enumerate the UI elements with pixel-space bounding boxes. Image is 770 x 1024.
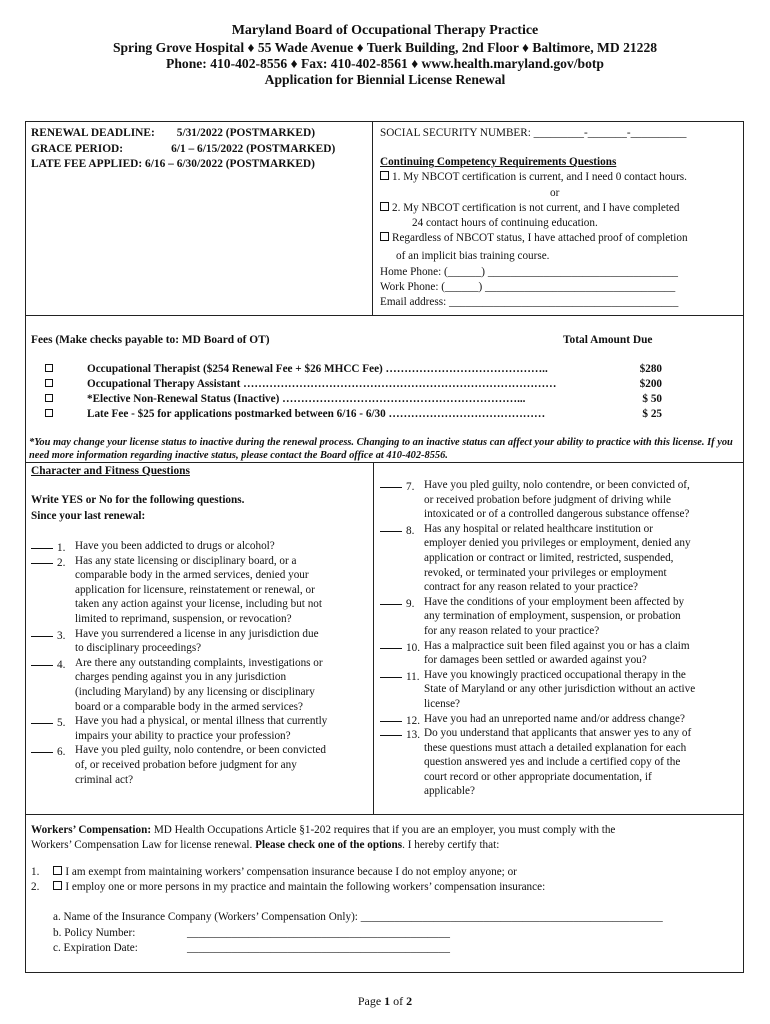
deadlines-block (31, 126, 335, 173)
board-contact: Phone: 410-402-8556 ♦ Fax: 410-402-8561 ♦ www.health.maryland.gov/botp (166, 56, 604, 71)
question-text: Have the conditions of your employment been affected by (424, 595, 685, 608)
or-text: or (550, 186, 560, 199)
document-header (0, 22, 770, 88)
answer-blank[interactable] (380, 712, 402, 722)
answer-blank[interactable] (31, 539, 53, 549)
grace-period-value: 6/1 – 6/15/2022 (POSTMARKED) (171, 142, 336, 155)
question-text: Have you had a physical, or mental illness that currently (75, 715, 328, 728)
section-divider (372, 121, 373, 315)
question-number: 10. (406, 641, 420, 654)
question-text: Have you pled guilty, nolo contendre, or been convicted of, (424, 479, 690, 491)
cc-option-3[interactable]: Regardless of NBCOT status, I have attached proof of completion (380, 231, 740, 246)
question-text: Have you knowingly practiced occupational therapy in the (424, 668, 686, 681)
question-number: 3. (57, 629, 66, 642)
question-text: application for licensure, reinstatement or renewal, or (75, 583, 315, 596)
workers-comp-intro: Workers’ Compensation: MD Health Occupations Article §1-202 requires that if you are an employer, you must comply with the Workers’ Compensation Law for license renewal. Please check one of the options. I hereby certify that: (31, 824, 616, 851)
answer-blank[interactable] (380, 478, 402, 488)
question-item (380, 668, 740, 712)
insurance-company-field[interactable]: a. Name of the Insurance Company (Workers’ Compensation Only): ______________________________________________________ (53, 911, 663, 923)
character-questions-right (380, 478, 740, 799)
question-number: 4. (57, 658, 66, 671)
checkbox[interactable] (380, 202, 389, 211)
form-subtitle: Application for Biennial License Renewal (264, 72, 506, 87)
question-text: for damages been settled or awarded against you? (424, 654, 647, 667)
ssn-field[interactable]: SOCIAL SECURITY NUMBER: _________-_______-__________ (380, 127, 687, 139)
question-text: question answered yes and include a certified copy of the (424, 756, 681, 769)
workers-comp-option-1[interactable]: 1. I am exempt from maintaining workers’ compensation insurance because I do not employ anyone; or (31, 866, 517, 878)
column-divider (373, 462, 374, 814)
expiration-date-field[interactable]: c. Expiration Date: _______________________________________________ (53, 942, 450, 954)
question-text: board or a comparable body in the armed services? (75, 700, 304, 713)
character-title: Character and Fitness Questions (31, 465, 190, 477)
board-title: Maryland Board of Occupational Therapy Practice (231, 23, 539, 38)
question-number: 13. (406, 729, 420, 742)
question-number: 6. (57, 746, 66, 759)
question-text: taken any action against your license, including but not (75, 598, 322, 611)
question-item (380, 639, 740, 668)
checkbox[interactable] (53, 881, 62, 890)
late-fee-label: LATE FEE APPLIED: (31, 158, 143, 170)
question-text: to disciplinary proceedings? (75, 642, 202, 655)
answer-blank[interactable] (380, 639, 402, 649)
question-item (380, 595, 740, 639)
fees-heading: Fees (Make checks payable to: MD Board of OT) (31, 334, 270, 346)
question-text: impairs your ability to practice your profession? (75, 729, 291, 742)
question-text: comparable body in the armed services, denied your (75, 569, 309, 582)
checkbox[interactable] (45, 394, 53, 402)
question-item (380, 478, 740, 522)
question-text: limited to reprimand, suspension, or revocation? (75, 612, 292, 625)
question-item (31, 714, 371, 743)
question-item (31, 554, 371, 627)
question-text: court record or other appropriate documentation, if (424, 770, 652, 783)
character-questions-left (31, 539, 371, 787)
question-text: of, or received probation before judgment for any (75, 758, 297, 771)
home-phone-field[interactable]: Home Phone: (______) __________________________________ (380, 265, 679, 278)
question-text: Have you had an unreported name and/or address change? (424, 712, 685, 725)
question-text: license? (424, 697, 461, 710)
question-number: 1. (57, 542, 66, 554)
answer-blank[interactable] (31, 627, 53, 637)
board-address: Spring Grove Hospital ♦ 55 Wade Avenue ♦ Tuerk Building, 2nd Floor ♦ Baltimore, MD 21228 (112, 40, 658, 55)
cc-option-2[interactable]: 2. My NBCOT certification is not current, and I have completed (380, 201, 740, 216)
question-item (31, 656, 371, 714)
question-text: for any reason related to your practice? (424, 624, 600, 637)
question-number: 9. (406, 597, 415, 610)
question-text: Have you pled guilty, nolo contendre, or been convicted (75, 744, 326, 757)
cc-title: Continuing Competency Requirements Questions (380, 156, 617, 169)
checkbox[interactable] (45, 409, 53, 417)
question-text: employer denied you privileges or employment, denied any (424, 537, 691, 550)
grace-period-label: GRACE PERIOD: (31, 142, 124, 155)
checkbox[interactable] (53, 866, 62, 875)
question-item (31, 627, 371, 656)
cc-option-3-cont: of an implicit bias training course. (396, 250, 550, 263)
email-field[interactable]: Email address: _________________________________________ (380, 296, 679, 309)
question-text: revoked, or terminated your privileges or employment (424, 566, 667, 579)
question-number: 11. (406, 670, 420, 683)
question-text: Has a malpractice suit been filed against you or has a claim (424, 639, 690, 652)
question-text: Has any hospital or related healthcare institution or (424, 522, 653, 535)
question-number: 2. (57, 556, 66, 569)
question-number: 12. (406, 714, 420, 727)
question-text: Has any state licensing or disciplinary board, or a (75, 554, 297, 567)
cc-option-2-cont: 24 contact hours of continuing education. (412, 217, 598, 230)
answer-blank[interactable] (31, 743, 53, 753)
section-divider (25, 462, 744, 463)
question-text: Have you been addicted to drugs or alcohol? (75, 540, 275, 552)
right-panel (380, 126, 740, 310)
question-item (31, 539, 371, 554)
checkbox[interactable] (380, 232, 389, 241)
insurance-fields (53, 910, 743, 957)
question-text: any termination of employment, suspension, or probation (424, 610, 681, 623)
question-number: 7. (406, 481, 415, 493)
renewal-deadline-label: RENEWAL DEADLINE: (31, 127, 155, 139)
late-fee-value: 6/16 – 6/30/2022 (POSTMARKED) (145, 158, 315, 170)
question-text: application or contract or limited, restricted, suspended, (424, 551, 674, 564)
question-text: contract for any reason related to your practice? (424, 581, 639, 594)
question-text: criminal act? (75, 773, 134, 786)
question-item (380, 712, 740, 727)
checkbox[interactable] (380, 171, 389, 180)
question-number: 5. (57, 717, 66, 730)
cc-option-1[interactable]: 1. My NBCOT certification is current, and I need 0 contact hours. (380, 170, 740, 185)
question-text: Do you understand that applicants that answer yes to any of (424, 727, 692, 740)
renewal-deadline-value: 5/31/2022 (POSTMARKED) (176, 127, 316, 139)
answer-blank[interactable] (380, 595, 402, 605)
answer-blank[interactable] (380, 522, 402, 532)
question-number: 8. (406, 524, 415, 537)
checkbox[interactable] (45, 379, 53, 387)
answer-blank[interactable] (380, 726, 402, 736)
workers-comp-option-2[interactable]: 2. I employ one or more persons in my practice and maintain the following workers’ compensation insurance: (31, 881, 546, 893)
question-text: applicable? (424, 785, 475, 798)
checkbox[interactable] (45, 364, 53, 372)
total-amount-heading: Total Amount Due (563, 334, 653, 346)
question-item (31, 743, 371, 787)
question-text: Are there any outstanding complaints, investigations or (75, 656, 323, 669)
question-text: intoxicated or of a controlled dangerous substance offense? (424, 508, 690, 521)
inactive-status-note: *You may change your license status to inactive during the renewal process. Changing to an inactive status can affect your ability to practice with this license. If you need more information regarding inactive status, please contact the Board office at 410-402-8556. (29, 437, 733, 461)
answer-blank[interactable] (31, 554, 53, 564)
character-instructions: Write YES or No for the following questions. Since your last renewal: (31, 494, 245, 522)
question-text: State of Maryland or any other jurisdiction without an active (424, 683, 696, 696)
question-text: (including Maryland) by any licensing or disciplinary (75, 685, 315, 698)
question-item (380, 522, 740, 595)
question-text: charges pending against you in any jurisdiction (75, 671, 287, 684)
workers-comp-label: Workers’ Compensation: (31, 824, 152, 836)
question-text: or received probation before judgment of driving while (424, 493, 671, 506)
answer-blank[interactable] (31, 714, 53, 724)
page-number: Page 1 of 2 (357, 994, 413, 1008)
policy-number-field[interactable]: b. Policy Number: _______________________________________________ (53, 926, 450, 939)
question-text: these questions must attach a detailed explanation for each (424, 741, 687, 754)
question-item (380, 726, 740, 799)
work-phone-field[interactable]: Work Phone: (______) __________________________________ (380, 280, 676, 293)
question-text: Have you surrendered a license in any jurisdiction due (75, 627, 319, 640)
answer-blank[interactable] (380, 668, 402, 678)
answer-blank[interactable] (31, 656, 53, 666)
